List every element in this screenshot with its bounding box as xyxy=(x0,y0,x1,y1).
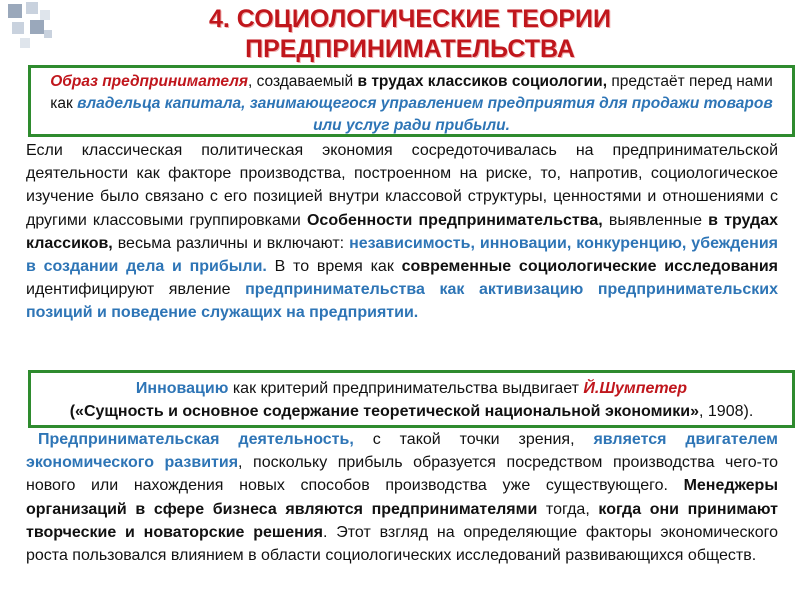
para2-decisions: когда они принимают творческие и новаторские решения xyxy=(26,500,779,541)
title-line-1: 4. СОЦИОЛОГИЧЕСКИЕ ТЕОРИИ xyxy=(208,5,611,33)
box2-book-title: («Сущность и основное содержание теоретической национальной экономики» xyxy=(69,403,699,420)
title-line-2: ПРЕДПРИНИМАТЕЛЬСТВА xyxy=(245,35,575,63)
schumpeter-box xyxy=(28,370,795,428)
box1-term: Образ предпринимателя xyxy=(50,73,249,90)
para1-classics: в трудах классиков, xyxy=(26,211,779,252)
entrepreneur-image-box xyxy=(28,65,795,137)
box1-definition: владельца капитала, занимающегося управлением предприятия для продажи товаров или услуг ради прибыли. xyxy=(77,95,773,134)
box2-text-1: как критерий предпринимательства выдвигает xyxy=(228,380,584,397)
page-title xyxy=(120,4,700,64)
para2-text-1: с такой точки зрения, xyxy=(353,431,594,448)
paragraph-classical-vs-sociological xyxy=(26,139,778,325)
box1-classics: в трудах классиков социологии, xyxy=(357,73,608,90)
paragraph-entrepreneurial-activity xyxy=(26,428,778,567)
box1-text-1: , создаваемый xyxy=(248,73,358,90)
para2-managers: Менеджеры организаций в сфере бизнеса являются предпринимателями xyxy=(26,477,778,518)
para1-activation: предпринимательства как активизацию предпринимательских позиций и поведение служащих на предприятии. xyxy=(26,281,779,322)
box2-author: Й.Шумпетер xyxy=(583,380,688,397)
para2-engine: является двигателем экономического развития xyxy=(26,431,779,472)
para1-features: Особенности предпринимательства, xyxy=(306,211,603,229)
para2-text-4: . Этот взгляд на определяющие факторы экономического роста пользовался влиянием в области социологических исследований развивающихся обществ. xyxy=(26,523,779,565)
para2-text-2: , поскольку прибыль образуется посредством производства чего-то нового или нахождения новых способов производства уже существующего. xyxy=(26,454,779,495)
box2-innovation: Инновацию xyxy=(135,380,229,397)
para1-text-5: идентифицируют явление xyxy=(26,281,246,299)
box2-year: , 1908). xyxy=(699,403,754,420)
para1-text-3: весьма различны и включают: xyxy=(112,234,350,252)
para2-activity: Предпринимательская деятельность, xyxy=(38,431,354,448)
para1-modern-research: современные социологические исследования xyxy=(401,258,779,276)
box1-text-2: предстаёт перед нами как xyxy=(50,73,773,112)
para1-text-4: В то время как xyxy=(266,258,402,276)
para1-feature-list: независимость, инновации, конкуренцию, убеждения в создании дела и прибыли. xyxy=(26,234,779,276)
para1-text-1: Если классическая политическая экономия сосредоточивалась на предпринимательской деятельности как факторе производства, построенном на риске, то, напротив, социологическое изучение было связано с его позицией внутри классовой структуры, ценностями и отношениями с другими классовыми группировками xyxy=(26,142,778,229)
para1-text-2: выявленные xyxy=(602,211,709,229)
para2-text-3: тогда, xyxy=(537,500,599,518)
